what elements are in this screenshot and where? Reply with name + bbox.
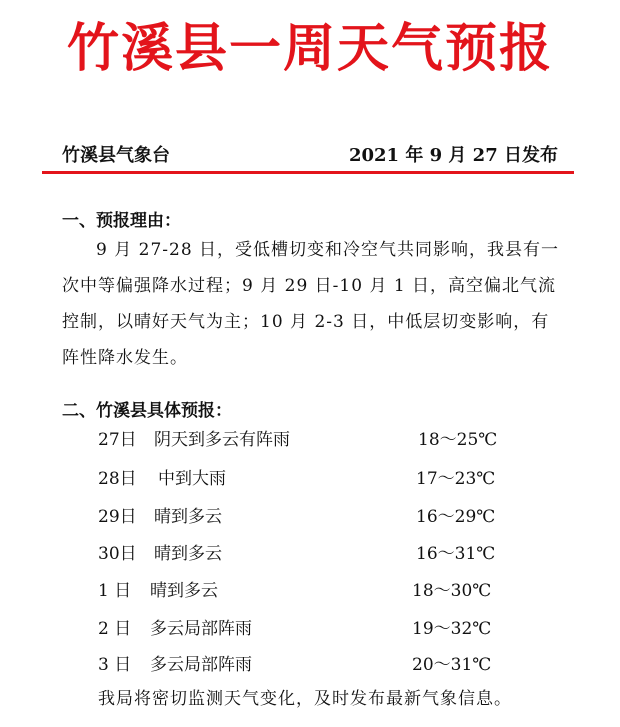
closing-note: 我局将密切监测天气变化，及时发布最新气象信息。 (98, 689, 512, 709)
forecast-day: 27日 (98, 430, 137, 450)
forecast-weather: 晴到多云 (150, 581, 218, 601)
forecast-temperature: 18～25℃ (418, 430, 498, 450)
forecast-temperature: 19～32℃ (412, 619, 492, 639)
reason-paragraph: 9 月 27-28 日，受低槽切变和冷空气共同影响，我县有一次中等偏强降水过程；9 月 29 日-10 月 1 日，高空偏北气流控制，以晴好天气为主；10 月 2-3 日，中低层切变影响，有阵性降水发生。 (62, 240, 560, 368)
forecast-day: 29日 (98, 507, 137, 527)
forecast-row (0, 576, 620, 606)
forecast-day: 3 日 (98, 655, 132, 675)
forecast-temperature: 16～31℃ (416, 544, 496, 564)
publish-date: 2021 年 9 月 27 日发布 (348, 145, 558, 166)
forecast-weather: 阴天到多云有阵雨 (154, 430, 290, 450)
forecast-row (0, 502, 620, 532)
forecast-weather: 晴到多云 (154, 544, 222, 564)
forecast-weather: 多云局部阵雨 (150, 655, 252, 675)
forecast-weather: 晴到多云 (154, 507, 222, 527)
forecast-temperature: 18～30℃ (412, 581, 492, 601)
forecast-weather: 多云局部阵雨 (150, 619, 252, 639)
forecast-row (0, 464, 620, 494)
document-title: 竹溪县一周天气预报 (66, 19, 553, 79)
forecast-temperature: 20～31℃ (412, 655, 492, 675)
forecast-row (0, 539, 620, 569)
issuer-name: 竹溪县气象台 (62, 145, 170, 166)
red-divider (42, 171, 574, 174)
forecast-temperature: 16～29℃ (416, 507, 496, 527)
forecast-day: 30日 (98, 544, 137, 564)
forecast-day: 2 日 (98, 619, 132, 639)
forecast-temperature: 17～23℃ (416, 469, 496, 489)
section-heading-forecast: 二、竹溪县具体预报： (62, 401, 232, 421)
forecast-row (0, 614, 620, 644)
forecast-day: 1 日 (98, 581, 132, 601)
forecast-weather: 中到大雨 (158, 469, 226, 489)
forecast-row (0, 425, 620, 455)
forecast-day: 28日 (98, 469, 137, 489)
forecast-row (0, 650, 620, 680)
section-heading-reason: 一、预报理由： (62, 211, 181, 231)
